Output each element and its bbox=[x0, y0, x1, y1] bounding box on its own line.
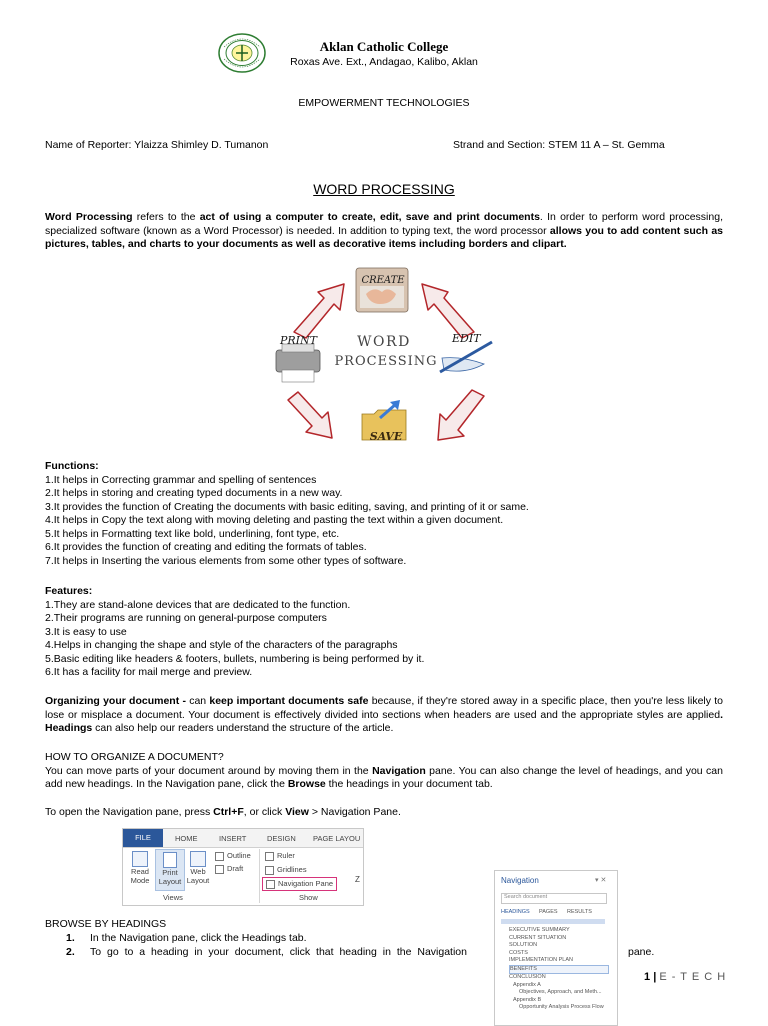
howto-text-3: the headings in your document tab. bbox=[325, 778, 493, 791]
navpane-item[interactable]: Appendix B bbox=[513, 996, 542, 1003]
intro-definition: act of using a computer to create, edit, save and print documents bbox=[199, 211, 540, 223]
college-name: Aklan Catholic College bbox=[319, 39, 449, 54]
functions-list bbox=[45, 474, 529, 569]
organizing-emphasis: keep important documents safe bbox=[209, 695, 369, 707]
navpane-search-placeholder: Search document bbox=[504, 894, 548, 900]
ruler-checkbox-box bbox=[265, 852, 274, 861]
navpane-close-icon[interactable]: ▾ ✕ bbox=[595, 877, 607, 884]
list-item: 6.It has a facility for mail merge and preview. bbox=[45, 666, 253, 679]
howto-text-2: pane. You can also change the level of headings, and you can add new headings. In the Navigation pane, click the bbox=[45, 764, 723, 791]
organizing-text-1: can bbox=[189, 695, 210, 707]
navpane-tab-pages[interactable]: PAGES bbox=[539, 909, 558, 915]
list-item: 6.It provides the function of creating and editing the formats of tables. bbox=[45, 541, 367, 554]
step-number: 1. bbox=[66, 932, 75, 944]
zoom-group-edge: Z bbox=[355, 875, 360, 884]
draft-button[interactable] bbox=[215, 864, 243, 874]
tab-insert[interactable]: INSERT bbox=[219, 834, 247, 843]
list-item: 2.It helps in storing and creating typed documents in a new way. bbox=[45, 487, 343, 500]
strand-line bbox=[453, 139, 665, 153]
navpane-active-bar bbox=[501, 919, 605, 924]
edit-label: EDIT bbox=[452, 332, 481, 345]
step-number: 2. bbox=[66, 946, 75, 958]
open-nav-text-1: To open the Navigation pane, press bbox=[45, 806, 214, 818]
print-label: PRINT bbox=[280, 334, 317, 347]
diagram-center-top: WORD bbox=[357, 334, 411, 350]
intro-text-1: refers to the bbox=[132, 211, 200, 223]
howto-heading: HOW TO ORGANIZE A DOCUMENT? bbox=[45, 751, 224, 763]
intro-text-2: . In order to perform word processing, specialized software (known as a Word Processor) is needed. In addition to typing text, the word processor bbox=[45, 211, 723, 237]
navigation-pane-label: Navigation Pane bbox=[278, 879, 334, 888]
tab-page-layout[interactable]: PAGE LAYOU bbox=[313, 834, 361, 843]
gridlines-checkbox-box bbox=[265, 866, 274, 875]
page-title: WORD PROCESSING bbox=[313, 181, 455, 197]
tab-design[interactable]: DESIGN bbox=[267, 834, 296, 843]
draft-icon bbox=[215, 865, 224, 874]
outline-icon bbox=[215, 852, 224, 861]
footer-label: E - T E C H bbox=[659, 971, 727, 983]
navigation-pane-checkbox-box bbox=[266, 880, 275, 889]
gridlines-label: Gridlines bbox=[277, 865, 307, 874]
navpane-item[interactable]: Opportunity Analysis Process Flow bbox=[519, 1004, 604, 1010]
print-layout-button[interactable] bbox=[155, 849, 185, 891]
step-text: To go to a heading in your document, click that heading in the Navigation bbox=[90, 946, 467, 958]
diagram-center-bottom: PROCESSING bbox=[334, 354, 438, 369]
arrow-top-left bbox=[294, 284, 344, 338]
print-layout-label-2: Layout bbox=[158, 877, 182, 886]
web-layout-button[interactable] bbox=[185, 851, 211, 885]
open-nav-text-3: > Navigation Pane. bbox=[308, 806, 401, 818]
arrow-bottom-right bbox=[438, 390, 484, 440]
subject-title: EMPOWERMENT TECHNOLOGIES bbox=[298, 97, 470, 109]
print-layout-label-1: Print bbox=[162, 868, 178, 877]
ruler-label: Ruler bbox=[277, 851, 295, 860]
page-footer bbox=[644, 971, 726, 985]
navpane-item-selected[interactable]: BENEFITS bbox=[509, 965, 609, 975]
college-address: Roxas Ave. Ext., Andagao, Kalibo, Aklan bbox=[290, 56, 478, 68]
navpane-item[interactable]: CURRENT SITUATION bbox=[509, 934, 567, 941]
browse-step-1 bbox=[66, 932, 307, 946]
organizing-paragraph bbox=[45, 695, 723, 736]
step-text: In the Navigation pane, click the Headings tab. bbox=[90, 932, 307, 944]
organizing-term: Organizing your document - bbox=[45, 695, 190, 707]
organizing-text-2: because, if they're stored away in a specific place, then you're less likely to lose or misplace a document. Your document is effectively divided into sections when headers are used and the appropriate styles are applied bbox=[45, 695, 724, 721]
navpane-heading-list bbox=[509, 927, 609, 1012]
tab-file[interactable]: FILE bbox=[123, 829, 163, 847]
ribbon-tab-bar bbox=[123, 829, 363, 848]
read-mode-icon bbox=[132, 851, 148, 867]
reporter-line bbox=[45, 139, 268, 153]
list-item: 5.It helps in Formatting text like bold, underlining, font type, etc. bbox=[45, 527, 340, 540]
list-item: 1.It helps in Correcting grammar and spelling of sentences bbox=[45, 473, 317, 486]
reporter-name: Ylaizza Shimley D. Tumanon bbox=[134, 139, 269, 151]
organizing-headings: . Headings bbox=[45, 708, 723, 735]
navpane-tab-headings[interactable]: HEADINGS bbox=[501, 909, 530, 915]
features-list bbox=[45, 599, 424, 681]
page-number: 1 bbox=[644, 971, 651, 983]
strand-label: Strand and Section: bbox=[453, 139, 546, 151]
navpane-item[interactable]: CONCLUSION bbox=[509, 974, 546, 980]
intro-paragraph bbox=[45, 211, 723, 252]
howto-text-1: You can move parts of your document around by moving them in the bbox=[45, 764, 373, 777]
list-item: 3.It provides the function of Creating the documents with basic editing, saving, and printing of it or same. bbox=[45, 500, 529, 513]
web-layout-label-1: Web bbox=[190, 867, 206, 876]
intro-content: allows you to add content such as pictures, tables, and charts to your documents as well as decorative items including borders and clipart. bbox=[45, 224, 723, 251]
print-layout-icon bbox=[163, 852, 177, 868]
views-group-label: Views bbox=[163, 893, 183, 902]
view-menu-ref: View bbox=[285, 806, 309, 818]
browse-step-2 bbox=[66, 946, 467, 960]
intro-term: Word Processing bbox=[45, 211, 133, 223]
browse-heading: BROWSE BY HEADINGS bbox=[45, 918, 167, 930]
navpane-item[interactable]: SOLUTION bbox=[509, 942, 538, 948]
navpane-item[interactable]: EXECUTIVE SUMMARY bbox=[509, 927, 570, 933]
word-processing-diagram bbox=[262, 264, 508, 456]
list-item: 7.It helps in Inserting the various elements from some other types of software. bbox=[45, 555, 407, 568]
navpane-item[interactable]: Objectives, Approach, and Meth... bbox=[519, 989, 602, 995]
navpane-item[interactable]: IMPLEMENTATION PLAN bbox=[509, 957, 573, 963]
navigation-pane-checkbox[interactable] bbox=[262, 877, 337, 891]
gridlines-checkbox[interactable] bbox=[265, 865, 307, 875]
print-icon bbox=[276, 344, 320, 382]
navpane-item[interactable]: COSTS bbox=[509, 949, 528, 956]
show-group-label: Show bbox=[299, 893, 318, 902]
howto-navigation: Navigation bbox=[372, 764, 426, 777]
navigation-pane-screenshot bbox=[494, 870, 618, 1026]
outline-label: Outline bbox=[227, 851, 251, 860]
group-divider bbox=[259, 849, 260, 903]
draft-label: Draft bbox=[227, 864, 244, 873]
word-ribbon-screenshot bbox=[122, 828, 364, 906]
browse-step-2-tail: pane. bbox=[628, 946, 655, 958]
read-mode-button[interactable] bbox=[127, 851, 153, 885]
open-nav-line bbox=[45, 806, 401, 820]
arrow-top-right bbox=[422, 284, 474, 338]
strand-value: STEM 11 A – St. Gemma bbox=[548, 139, 665, 151]
navpane-search-input[interactable] bbox=[501, 893, 607, 904]
web-layout-label-2: Layout bbox=[186, 876, 210, 885]
list-item: 2.Their programs are running on general-purpose computers bbox=[45, 612, 327, 625]
list-item: 3.It is easy to use bbox=[45, 625, 127, 638]
save-label: SAVE bbox=[369, 430, 403, 443]
features-heading: Features: bbox=[45, 585, 93, 597]
edit-icon bbox=[440, 342, 492, 372]
arrow-bottom-left bbox=[288, 392, 332, 438]
list-item: 5.Basic editing like headers & footers, bullets, numbering is being performed by it. bbox=[45, 652, 425, 665]
functions-heading: Functions: bbox=[45, 460, 99, 472]
navpane-item[interactable]: Appendix A bbox=[513, 981, 541, 988]
list-item: 1.They are stand-alone devices that are dedicated to the function. bbox=[45, 598, 351, 611]
read-mode-label-1: Read bbox=[131, 867, 149, 876]
tab-home[interactable]: HOME bbox=[175, 834, 198, 843]
ruler-checkbox[interactable] bbox=[265, 851, 295, 861]
open-nav-text-2: , or click bbox=[243, 806, 286, 818]
organizing-text-3: can also help our readers understand the structure of the article. bbox=[92, 722, 394, 735]
web-layout-icon bbox=[190, 851, 206, 867]
navpane-tab-results[interactable]: RESULTS bbox=[567, 909, 592, 915]
outline-button[interactable] bbox=[215, 851, 251, 861]
howto-browse: Browse bbox=[287, 778, 326, 791]
create-label: CREATE bbox=[361, 275, 405, 286]
read-mode-label-2: Mode bbox=[130, 876, 150, 885]
list-item: 4.Helps in changing the shape and style of the characters of the paragraphs bbox=[45, 639, 398, 652]
footer-separator: | bbox=[653, 971, 657, 983]
reporter-label: Name of Reporter: bbox=[45, 139, 132, 151]
howto-paragraph bbox=[45, 765, 723, 792]
navpane-title: Navigation bbox=[501, 876, 539, 885]
shortcut-ctrl-f: Ctrl+F bbox=[213, 806, 244, 818]
list-item: 4.It helps in Copy the text along with moving deleting and pasting the text within a given document. bbox=[45, 514, 504, 527]
